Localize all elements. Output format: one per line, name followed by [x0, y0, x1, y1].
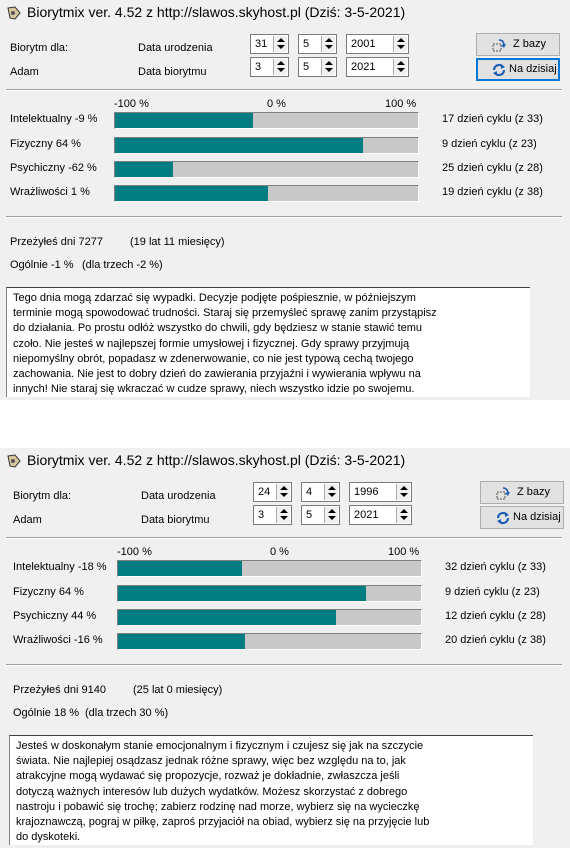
bar-fill	[118, 561, 242, 576]
scale-max-label: 100 %	[385, 98, 417, 110]
bar-fizyczny	[114, 137, 419, 154]
bar-fill	[115, 186, 268, 201]
birth-day-spinner[interactable]: 24	[253, 482, 292, 502]
spinner-arrows-icon[interactable]	[396, 507, 410, 523]
cycle-label-wrazliwosci: Wrażliwości 1 %	[10, 186, 90, 198]
app-icon	[6, 453, 22, 469]
lived-years: (19 lat 11 miesięcy)	[130, 236, 225, 248]
bar-intelektualny	[117, 560, 422, 577]
cycle-day-intelektualny: 17 dzień cyklu (z 33)	[442, 113, 543, 125]
cycle-day-wrazliwosci: 19 dzień cyklu (z 38)	[442, 186, 543, 198]
cycle-day-fizyczny: 9 dzień cyklu (z 23)	[445, 586, 540, 598]
database-import-icon	[495, 485, 511, 501]
scale-mid-label: 0 %	[270, 546, 289, 558]
separator	[6, 664, 562, 666]
spinner-arrows-icon[interactable]	[321, 36, 335, 52]
window-title: Biorytmix ver. 4.52 z http://slawos.skyhost.pl (Dziś: 3-5-2021)	[27, 452, 406, 468]
title-bar[interactable]	[0, 448, 570, 474]
separator	[6, 89, 562, 91]
spinner-arrows-icon[interactable]	[324, 507, 338, 523]
biorytmix-window-2	[0, 448, 570, 848]
data-urodzenia-label: Data urodzenia	[141, 490, 216, 502]
z-bazy-button[interactable]: Z bazy	[480, 481, 564, 504]
description-memo[interactable]: Tego dnia mogą zdarzać się wypadki. Decyzje podjęte pośpiesznie, w późniejszym terminie mogą spowodować trudności. Staraj się przemyśleć sprawę zanim przystąpisz do działania. Po prostu odłóż wszystko do chwili, gdy będziesz w stanie stawić temu czoło. Nie jesteś w najlepszej formie umysłowej i fizycznej. Gdy sprawy przyjmują niepomyślny obrót, popadasz w zdenerwowanie, co nie jest typową cechą twojego zachowania. Nie jest to dobry dzień do zawierania przyjaźni i wywierania wpływu na innych! Nie staraj się wkraczać w cudze sprawy, niech wszystko idzie po swojemu.	[6, 287, 530, 397]
spinner-arrows-icon[interactable]	[276, 507, 290, 523]
bar-fill	[118, 610, 336, 625]
cycle-day-psychiczny: 25 dzień cyklu (z 28)	[442, 162, 543, 174]
spinner-arrows-icon[interactable]	[393, 36, 407, 52]
lived-years: (25 lat 0 miesięcy)	[133, 684, 223, 696]
cycle-day-intelektualny: 32 dzień cyklu (z 33)	[445, 561, 546, 573]
cycle-label-intelektualny: Intelektualny -9 %	[10, 113, 98, 125]
person-name: Adam	[10, 66, 39, 78]
spinner-arrows-icon[interactable]	[396, 484, 410, 500]
scale-min-label: -100 %	[117, 546, 152, 558]
cycle-day-fizyczny: 9 dzień cyklu (z 23)	[442, 138, 537, 150]
database-import-icon	[491, 37, 507, 53]
cycle-label-fizyczny: Fizyczny 64 %	[13, 586, 84, 598]
biorhythm-year-spinner[interactable]: 2021	[349, 505, 412, 525]
overall-three-percent: (dla trzech 30 %)	[85, 707, 169, 719]
birth-month-spinner[interactable]: 4	[301, 482, 340, 502]
lived-days: Przeżyłeś dni 9140	[13, 684, 106, 696]
birth-month-spinner[interactable]: 5	[298, 34, 337, 54]
refresh-icon	[491, 62, 507, 78]
biorhythm-year-spinner[interactable]: 2021	[346, 57, 409, 77]
data-biorytmu-label: Data biorytmu	[141, 514, 210, 526]
cycle-label-intelektualny: Intelektualny -18 %	[13, 561, 107, 573]
overall-percent: Ogólnie -1 %	[10, 259, 74, 271]
bar-fill	[115, 138, 363, 153]
data-biorytmu-label: Data biorytmu	[138, 66, 207, 78]
person-name: Adam	[13, 514, 42, 526]
na-dzisiaj-button[interactable]: Na dzisiaj	[476, 58, 560, 81]
biorhythm-month-spinner[interactable]: 5	[298, 57, 337, 77]
bar-fill	[115, 113, 253, 128]
bar-wrazliwosci	[114, 185, 419, 202]
bar-psychiczny	[117, 609, 422, 626]
biorytm-dla-label: Biorytm dla:	[10, 42, 69, 54]
bar-fill	[118, 634, 245, 649]
biorhythm-day-spinner[interactable]: 3	[253, 505, 292, 525]
bar-fizyczny	[117, 585, 422, 602]
scale-min-label: -100 %	[114, 98, 149, 110]
app-icon	[6, 5, 22, 21]
birth-year-spinner[interactable]: 1996	[349, 482, 412, 502]
separator	[6, 216, 562, 218]
lived-days: Przeżyłeś dni 7277	[10, 236, 103, 248]
bar-fill	[118, 586, 366, 601]
biorhythm-month-spinner[interactable]: 5	[301, 505, 340, 525]
scale-mid-label: 0 %	[267, 98, 286, 110]
biorytmix-window-1	[0, 0, 570, 400]
window-title: Biorytmix ver. 4.52 z http://slawos.skyhost.pl (Dziś: 3-5-2021)	[27, 4, 406, 20]
bar-wrazliwosci	[117, 633, 422, 650]
spinner-arrows-icon[interactable]	[321, 59, 335, 75]
spinner-arrows-icon[interactable]	[393, 59, 407, 75]
na-dzisiaj-button[interactable]: Na dzisiaj	[480, 506, 564, 529]
biorhythm-day-spinner[interactable]: 3	[250, 57, 289, 77]
cycle-label-psychiczny: Psychiczny 44 %	[13, 610, 97, 622]
description-memo[interactable]: Jesteś w doskonałym stanie emocjonalnym i fizycznym i czujesz się jak na szczycie świata. Nie najlepiej osądzasz jednak różne sprawy, więc bez względu na to, jak atrakcyjne mogą wydawać się propozycje, rozważ je dokładnie, zwłaszcza jeśli dotyczą ważnych interesów lub dużych wydatków. Możesz skorzystać z dobrego nastroju i pobawić się trochę; zabierz rodzinę nad morze, wybierz się na wycieczkę krajoznawczą, pograj w piłkę, zaproś przyjaciół na obiad, wybierz się na przyjęcie lub do dyskoteki.	[9, 735, 533, 845]
title-bar[interactable]	[0, 0, 570, 26]
cycle-label-fizyczny: Fizyczny 64 %	[10, 138, 81, 150]
birth-day-spinner[interactable]: 31	[250, 34, 289, 54]
overall-percent: Ogólnie 18 %	[13, 707, 80, 719]
cycle-label-wrazliwosci: Wrażliwości -16 %	[13, 634, 103, 646]
overall-three-percent: (dla trzech -2 %)	[82, 259, 163, 271]
data-urodzenia-label: Data urodzenia	[138, 42, 213, 54]
bar-fill	[115, 162, 173, 177]
z-bazy-button[interactable]: Z bazy	[476, 33, 560, 56]
scale-max-label: 100 %	[388, 546, 420, 558]
biorytm-dla-label: Biorytm dla:	[13, 490, 72, 502]
spinner-arrows-icon[interactable]	[273, 36, 287, 52]
cycle-day-psychiczny: 12 dzień cyklu (z 28)	[445, 610, 546, 622]
cycle-day-wrazliwosci: 20 dzień cyklu (z 38)	[445, 634, 546, 646]
birth-year-spinner[interactable]: 2001	[346, 34, 409, 54]
refresh-icon	[495, 510, 511, 526]
separator	[6, 537, 562, 539]
bar-intelektualny	[114, 112, 419, 129]
cycle-label-psychiczny: Psychiczny -62 %	[10, 162, 97, 174]
bar-psychiczny	[114, 161, 419, 178]
spinner-arrows-icon[interactable]	[324, 484, 338, 500]
spinner-arrows-icon[interactable]	[273, 59, 287, 75]
spinner-arrows-icon[interactable]	[276, 484, 290, 500]
